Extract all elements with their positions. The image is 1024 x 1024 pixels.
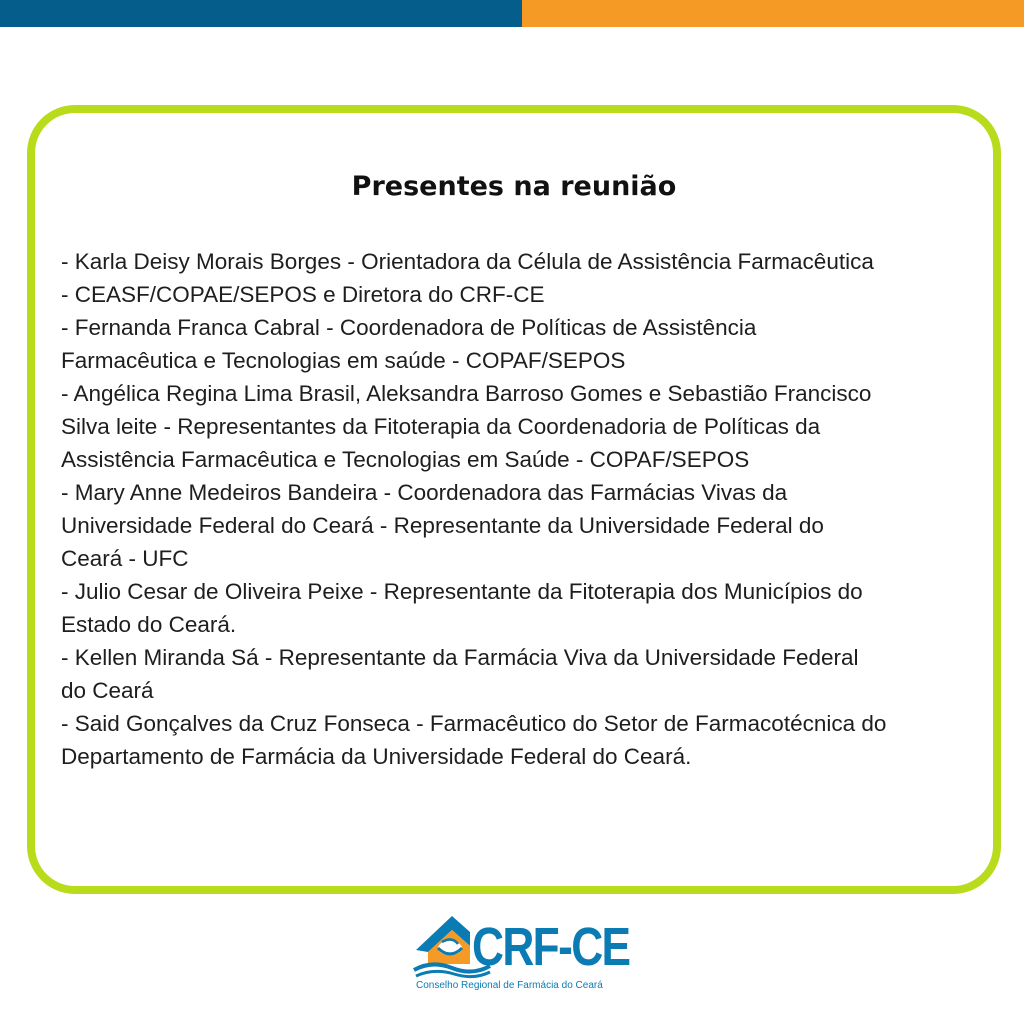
- header-bar-blue: [0, 0, 522, 27]
- attendee-line: Departamento de Farmácia da Universidade Federal do Ceará.: [61, 744, 692, 769]
- attendee-line: - Angélica Regina Lima Brasil, Aleksandra Barroso Gomes e Sebastião Francisco: [61, 381, 872, 406]
- attendee-line: Assistência Farmacêutica e Tecnologias em Saúde - COPAF/SEPOS: [61, 447, 750, 472]
- attendee-line: - CEASF/COPAE/SEPOS e Diretora do CRF-CE: [61, 282, 545, 307]
- attendee-line: do Ceará: [61, 678, 154, 703]
- attendee-line: Silva leite - Representantes da Fitoterapia da Coordenadoria de Políticas da: [61, 414, 821, 439]
- attendees-card: [27, 105, 1001, 894]
- header-bar-orange: [522, 0, 1024, 27]
- attendee-line: - Said Gonçalves da Cruz Fonseca - Farmacêutico do Setor de Farmacotécnica do: [61, 711, 887, 736]
- attendee-line: Universidade Federal do Ceará - Representante da Universidade Federal do: [61, 513, 824, 538]
- attendee-line: - Fernanda Franca Cabral - Coordenadora de Políticas de Assistência: [61, 315, 757, 340]
- crf-ce-logo: [412, 912, 632, 996]
- attendee-line: Estado do Ceará.: [61, 612, 237, 637]
- attendee-line: - Karla Deisy Morais Borges - Orientadora da Célula de Assistência Farmacêutica: [61, 249, 874, 274]
- card-title: Presentes na reunião: [351, 171, 677, 202]
- attendee-list: [61, 245, 977, 773]
- attendee-line: - Mary Anne Medeiros Bandeira - Coordenadora das Farmácias Vivas da: [61, 480, 788, 505]
- attendee-line: Ceará - UFC: [61, 546, 189, 571]
- logo-name: CRF-CE: [472, 917, 630, 977]
- logo-subtitle: Conselho Regional de Farmácia do Ceará: [416, 980, 603, 991]
- attendee-line: Farmacêutica e Tecnologias em saúde - COPAF/SEPOS: [61, 348, 626, 373]
- attendee-line: - Julio Cesar de Oliveira Peixe - Representante da Fitoterapia dos Municípios do: [61, 579, 863, 604]
- attendee-line: - Kellen Miranda Sá - Representante da Farmácia Viva da Universidade Federal: [61, 645, 859, 670]
